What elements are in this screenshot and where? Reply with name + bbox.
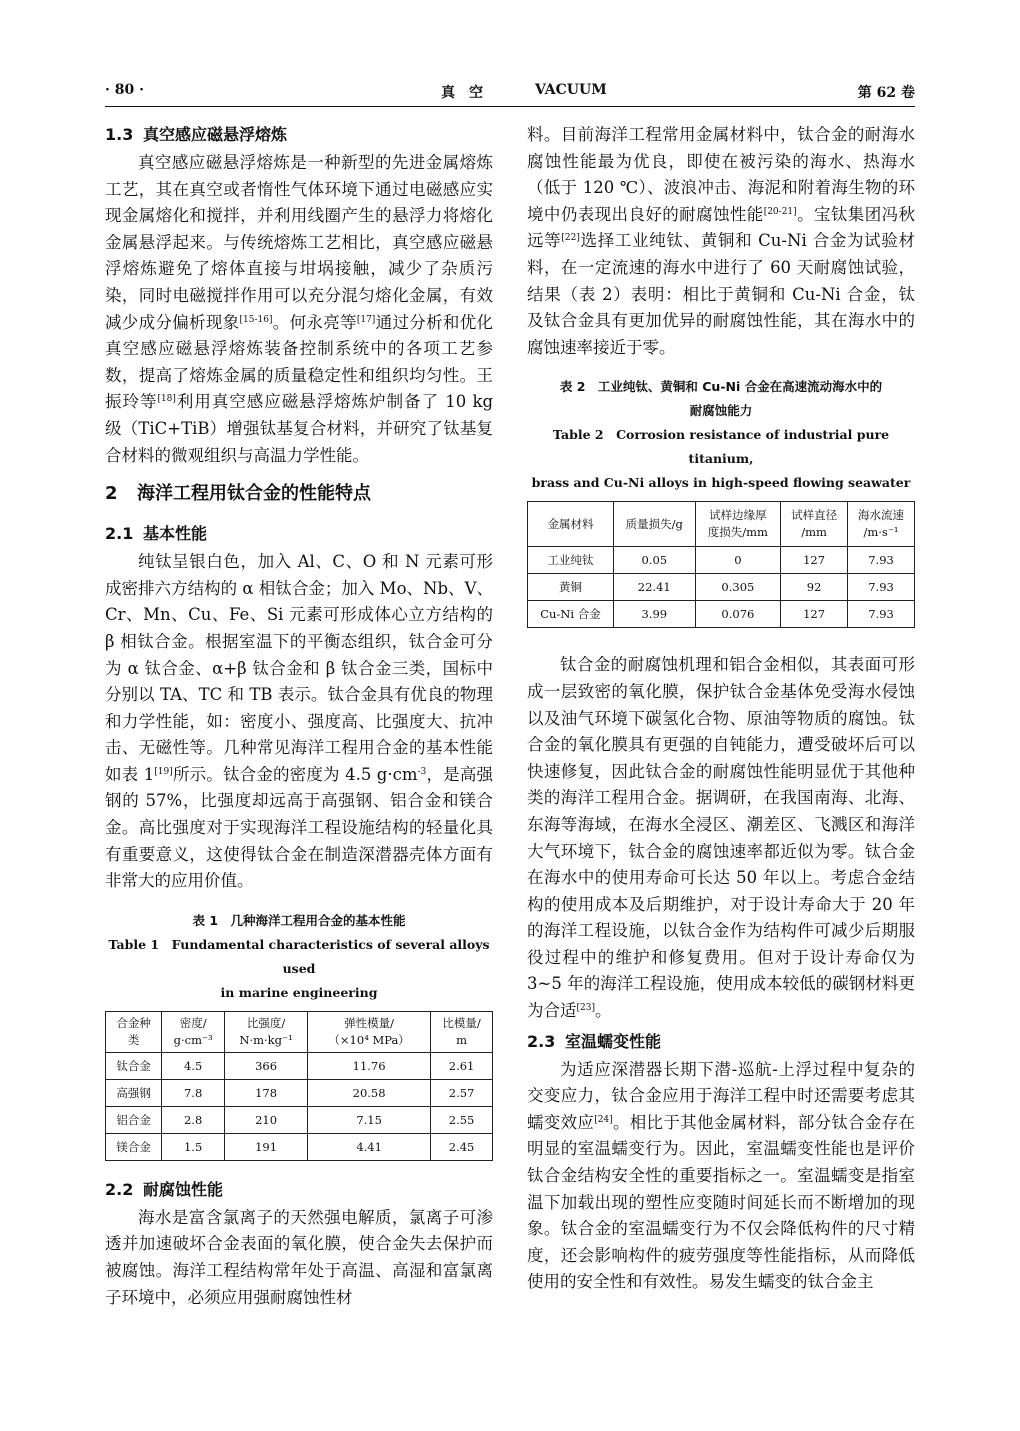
table-cell: 4.5 — [162, 1052, 225, 1079]
table-header-cell: 合金种 类 — [106, 1011, 162, 1052]
citation: [20-21] — [763, 206, 797, 217]
volume-number: 第 62 卷 — [857, 85, 915, 101]
table-header-cell: 试样边缘厚 度损失/mm — [695, 502, 781, 547]
running-header — [105, 80, 915, 104]
table-header-cell: 金属材料 — [528, 502, 614, 547]
table-cell: 0.305 — [695, 574, 781, 601]
table-cell: 高强钢 — [106, 1079, 162, 1106]
superscript: -3 — [417, 766, 427, 777]
paragraph-levitation-melting: 真空感应磁悬浮熔炼是一种新型的先进金属熔炼工艺，其在真空或者惰性气体环境下通过电磁感应实现金属熔化和搅拌，并利用线圈产生的悬浮力将熔化金属悬浮起来。与传统熔炼工艺相比，真空感应磁悬浮熔炼避免了熔体直接与坩埚接触，减少了杂质污染，同时电磁搅拌作用可以充分混匀熔化金属，有效减少成分偏析现象[15-16]。何永亮等[17]通过分析和优化真空感应磁悬浮熔炼装备控制系统中的各项工艺参数，提高了熔炼金属的质量稳定性和组织均匀性。王振玲等[18]利用真空感应磁悬浮熔炼炉制备了 10 kg 级（TiC+TiB）增强钛基复合材料，并研究了钛基复合材料的微观组织与高温力学性能。 — [105, 153, 494, 465]
citation: [22] — [561, 233, 580, 244]
table-cell: 2.61 — [431, 1052, 493, 1079]
table-header-cell: 比强度/ N·m·kg⁻¹ — [225, 1011, 308, 1052]
table-header-cell: 海水流速 /m·s⁻¹ — [848, 502, 915, 547]
table-cell: 191 — [225, 1133, 308, 1160]
paragraph-corrosion-resistance: 海水是富含氯离子的天然强电解质，氯离子可渗透并加速破坏合金表面的氧化膜，使合金失去保护而被腐蚀。海洋工程结构常年处于高温、高湿和富氯离子环境中，必须应用强耐腐蚀性材 — [105, 1207, 493, 1307]
table-cell: 0.076 — [695, 601, 781, 628]
section-heading-2-2: 2.2 耐腐蚀性能 — [105, 1179, 224, 1199]
table-2-caption-cn: 表 2 工业纯钛、黄铜和 Cu-Ni 合金在高速流动海水中的 耐腐蚀能力 — [559, 379, 883, 419]
table-row — [528, 574, 915, 601]
section-heading-2-1: 2.1 基本性能 — [105, 524, 208, 544]
table-cell: 210 — [225, 1106, 308, 1133]
header-rule — [105, 106, 915, 107]
table-cell: 127 — [781, 547, 848, 574]
table-cell: 1.5 — [162, 1133, 225, 1160]
table-row — [106, 1106, 493, 1133]
table-cell: 2.55 — [431, 1106, 493, 1133]
paragraph-corrosion-continued: 料。目前海洋工程常用金属材料中，钛合金的耐海水腐蚀性能最为优良，即使在被污染的海水、热海水（低于 120 ℃）、波浪冲击、海泥和附着海生物的环境中仍表现出良好的耐腐蚀性能[20-21]。宝钛集团冯秋远等[22]选择工业纯钛、黄铜和 Cu-Ni 合金为试验材料，在一定流速的海水中进行了 60 天耐腐蚀试验，结果（表 2）表明：相比于黄铜和 Cu-Ni 合金，钛及钛合金具有更加优异的耐腐蚀性能，其在海水中的腐蚀速率接近于零。 — [527, 125, 916, 357]
table-2-caption-en: Table 2 Corrosion resistance of industrial pure titanium, brass and Cu-Ni alloys in high-speed flowing seawater — [531, 427, 911, 491]
table-cell: 7.93 — [848, 574, 915, 601]
table-cell: 3.99 — [613, 601, 695, 628]
table-1-caption-en: Table 1 Fundamental characteristics of several alloys used in marine engineering — [108, 936, 490, 1000]
table-cell: 0.05 — [613, 547, 695, 574]
table-cell: 2.8 — [162, 1106, 225, 1133]
table-row — [528, 601, 915, 628]
table-1 — [105, 1011, 493, 1161]
table-cell: 178 — [225, 1079, 308, 1106]
table-cell: 铝合金 — [106, 1106, 162, 1133]
table-header-cell: 密度/ g·cm⁻³ — [162, 1011, 225, 1052]
left-column — [105, 122, 493, 1311]
table-row — [106, 1079, 493, 1106]
citation: [23] — [576, 1003, 595, 1014]
section-heading-2-3: 2.3 室温蠕变性能 — [527, 1031, 662, 1051]
table-cell: 7.15 — [308, 1106, 431, 1133]
table-cell: 22.41 — [613, 574, 695, 601]
table-2 — [527, 501, 915, 628]
table-header-row — [528, 502, 915, 547]
table-header-row — [106, 1011, 493, 1052]
table-cell: Cu-Ni 合金 — [528, 601, 614, 628]
table-cell: 工业纯钛 — [528, 547, 614, 574]
paragraph-basic-properties: 纯钛呈银白色，加入 Al、C、O 和 N 元素可形成密排六方结构的 α 相钛合金；加入 Mo、Nb、V、Cr、Mn、Cu、Fe、Si 元素可形成体心立方结构的 β 相钛合金。根据室温下的平衡态组织，钛合金可分为 α 钛合金、α+β 钛合金和 β 钛合金三类，国标中分别以 TA、TC 和 TB 表示。钛合金具有优良的物理和力学性能，如：密度小、强度高、比强度大、抗冲击、无磁性等。几种常见海洋工程用合金的基本性能如表 1[19]所示。钛合金的密度为 4.5 $g\cdot cm^{-3}$，是高强钢的 57%，比强度却远高于高强钢、铝合金和镁合金。高比强度对于实现海洋工程设施结构的轻量化具有重要意义，这使得钛合金在制造深潜器壳体方面有非常大的应用价值。 — [105, 552, 493, 891]
journal-title-cn: 真 空 — [441, 85, 483, 101]
citation: [17] — [356, 314, 376, 325]
table-header-cell: 比模量/ m — [431, 1011, 493, 1052]
table-cell: 镁合金 — [106, 1133, 162, 1160]
citation: [19] — [154, 766, 173, 777]
citation: [24] — [594, 1114, 613, 1125]
table-header-cell: 弹性模量/ （×10⁴ MPa） — [308, 1011, 431, 1052]
table-cell: 20.58 — [308, 1079, 431, 1106]
table-header-cell: 试样直径 /mm — [781, 502, 848, 547]
table-cell: 7.93 — [848, 601, 915, 628]
table-cell: 7.93 — [848, 547, 915, 574]
table-cell: 127 — [781, 601, 848, 628]
table-cell: 7.8 — [162, 1079, 225, 1106]
table-row — [528, 547, 915, 574]
table-1-caption-cn: 表 1 几种海洋工程用合金的基本性能 — [192, 912, 406, 928]
table-cell: 0 — [695, 547, 781, 574]
section-heading-1-3: 1.3 真空感应磁悬浮熔炼 — [105, 125, 288, 144]
section-heading-2: 2 海洋工程用钛合金的性能特点 — [105, 483, 371, 505]
table-cell: 366 — [225, 1052, 308, 1079]
table-cell: 11.76 — [308, 1052, 431, 1079]
citation: [18] — [157, 394, 176, 405]
table-row — [106, 1133, 493, 1160]
table-row — [106, 1052, 493, 1079]
journal-title-en: VACUUM — [535, 82, 607, 98]
paragraph-corrosion-mechanism: 钛合金的耐腐蚀机理和铝合金相似，其表面可形成一层致密的氧化膜，保护钛合金基体免受海水侵蚀以及油气环境下碳氢化合物、原油等物质的腐蚀。钛合金的氧化膜具有更强的自钝能力，遭受破坏后可以快速修复，因此钛合金的耐腐蚀性能明显优于其他种类的海洋工程用合金。据调研，在我国南海、北海、东海等海域，在海水全浸区、潮差区、飞溅区和海洋大气环境下，钛合金的腐蚀速率都近似为零。钛合金在海水中的使用寿命可长达 50 年以上。考虑合金结构的使用成本及后期维护，对于设计寿命大于 20 年的海洋工程设施，以钛合金作为结构件可减少后期服役过程中的维护和修复费用。但对于设计寿命仅为 3~5 年的海洋工程设施，使用成本较低的碳钢材料更为合适[23]。 — [527, 655, 915, 1021]
table-cell: 92 — [781, 574, 848, 601]
table-cell: 2.45 — [431, 1133, 493, 1160]
page-number: · 80 · — [105, 82, 144, 98]
table-cell: 4.41 — [308, 1133, 431, 1160]
table-cell: 2.57 — [431, 1079, 493, 1106]
paragraph-creep: 为适应深潜器长期下潜-巡航-上浮过程中复杂的交变应力，钛合金应用于海洋工程中时还需要考虑其蠕变效应[24]。相比于其他金属材料，部分钛合金存在明显的室温蠕变行为。因此，室温蠕变性能也是评价钛合金结构安全性的重要指标之一。室温蠕变是指室温下加载出现的塑性应变随时间延长而不断增加的现象。钛合金的室温蠕变行为不仅会降低构件的尺寸精度，还会影响构件的疲劳强度等性能指标，从而降低使用的安全性和有效性。易发生蠕变的钛合金主 — [527, 1059, 916, 1292]
citation: [15-16] — [239, 314, 273, 325]
table-cell: 黄铜 — [528, 574, 614, 601]
right-column — [527, 122, 915, 1296]
table-header-cell: 质量损失/g — [613, 502, 695, 547]
table-cell: 钛合金 — [106, 1052, 162, 1079]
